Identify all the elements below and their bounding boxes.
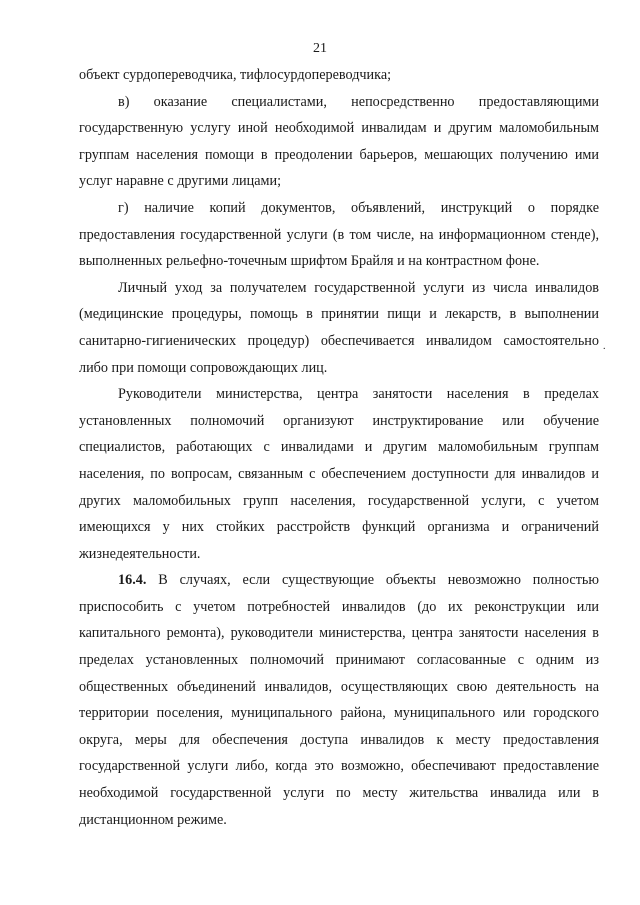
page-number: 21 bbox=[313, 41, 327, 56]
paragraph-item-v: в) оказание специалистами, непосредственно предоставляющими государственную услугу иной необходимой инвалидам и другим маломобильным группам населения помощи в преодолении барьеров, мешающих получению ими услуг наравне с другими лицами; bbox=[79, 93, 599, 190]
section-text: В случаях, если существующие объекты невозможно полностью приспособить с учетом потребностей инвалидов (до их реконструкции или капитального ремонта), руководители министерства, центра занятости населения в пределах установленных полномочий принимают согласованные с одним из общественных объединений инвалидов, осуществляющих свою деятельность на территории поселения, муниципального района, муниципального или городского округа, меры для обеспечения доступа инвалидов к месту предоставления государственной услуги либо, когда это возможно, обеспечивают предоставление необходимой государственной услуги по месту жительства инвалида или в дистанционном режиме. bbox=[79, 572, 599, 828]
paragraph-managers-training: Руководители министерства, центра занятости населения в пределах установленных полномочий организуют инструктирование или обучение специалистов, работающих с инвалидами и другим маломобильным группам населения, по вопросам, связанным с обеспечением доступности для инвалидов и других маломобильных групп населения, государственной услуги, с учетом имеющихся у них стойких расстройств функций организма и ограничений жизнедеятельности. bbox=[79, 386, 599, 562]
document-body bbox=[79, 62, 599, 833]
paragraph-section-16-4 bbox=[79, 567, 599, 833]
paragraph-continuation: объект сурдопереводчика, тифлосурдопереводчика; bbox=[79, 67, 392, 83]
scan-mark: . bbox=[603, 341, 606, 352]
section-number: 16.4. bbox=[118, 572, 147, 589]
paragraph-item-g: г) наличие копий документов, объявлений, инструкций о порядке предоставления государственной услуги (в том числе, на информационном стенде), выполненных рельефно-точечным шрифтом Брайля и на контрастном фоне. bbox=[79, 199, 599, 270]
paragraph-personal-care: Личный уход за получателем государственной услуги из числа инвалидов (медицинские процедуры, помощь в принятии пищи и лекарств, в выполнении санитарно-гигиенических процедур) обеспечивается инвалидом самостоятельно либо при помощи сопровождающих лиц. bbox=[79, 279, 599, 376]
